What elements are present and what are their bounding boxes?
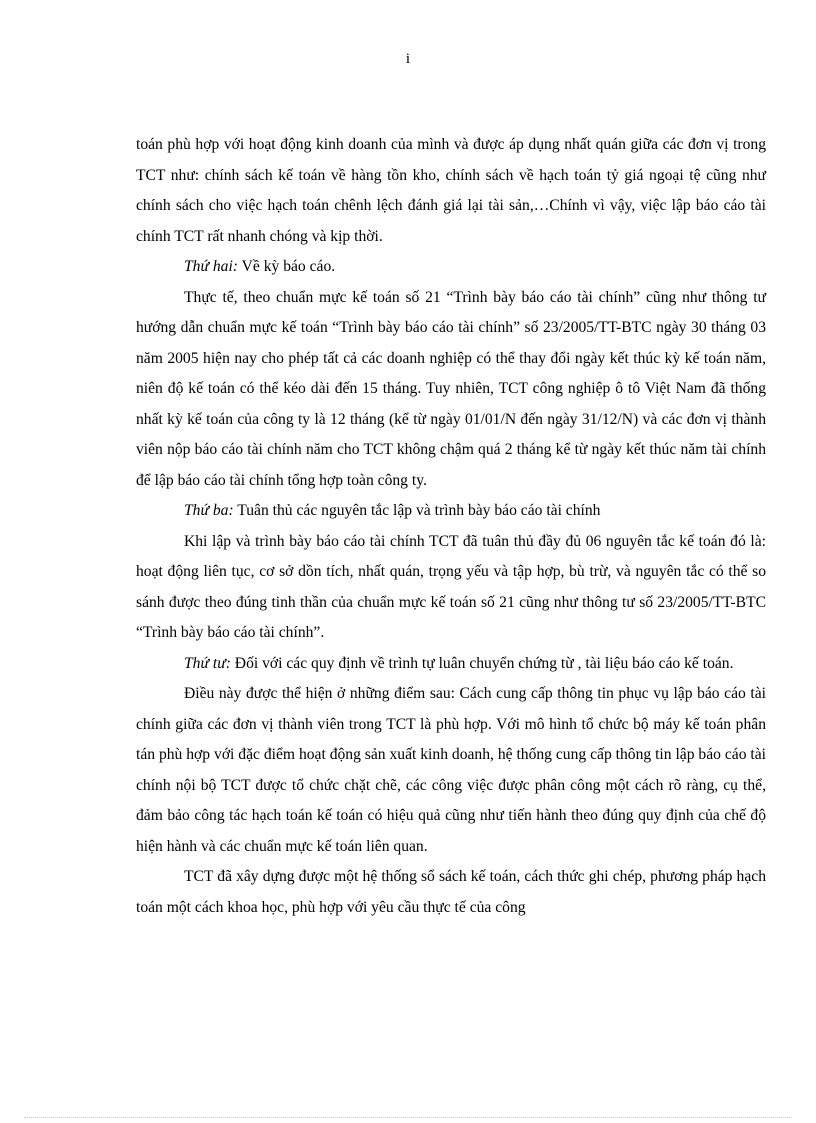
heading-thu-hai [136, 252, 766, 283]
heading-lead: Thứ hai: [184, 258, 238, 275]
page-bottom-divider [24, 1117, 792, 1118]
heading-lead: Thứ ba: [184, 502, 234, 519]
paragraph-information-flow: Điều này được thể hiện ở những điểm sau: Cách cung cấp thông tin phục vụ lập báo cáo tài chính giữa các đơn vị thành viên trong TCT là phù hợp. Với mô hình tổ chức bộ máy kế toán phân tán phù hợp với đặc điểm hoạt động sản xuất kinh doanh, hệ thống cung cấp thông tin lập báo cáo tài chính nội bộ TCT được tổ chức chặt chẽ, các công việc được phân công một cách rõ ràng, cụ thể, đảm bảo công tác hạch toán kế toán có hiệu quả cũng như tiến hành theo đúng quy định của chế độ hiện hành và các chuẩn mực kế toán liên quan. [136, 685, 766, 855]
heading-text: Đối với các quy định về trình tự luân chuyển chứng từ , tài liệu báo cáo kế toán. [230, 654, 734, 672]
document-body [136, 130, 766, 923]
paragraph-continuation: toán phù hợp với hoạt động kinh doanh của mình và được áp dụng nhất quán giữa các đơn vị trong TCT như: chính sách kế toán về hàng tồn kho, chính sách về hạch toán tỷ giá ngoại tệ cũng như chính sách cho việc hạch toán chênh lệch đánh giá lại tài sản,…Chính vì vậy, việc lập báo cáo tài chính TCT rất nhanh chóng và kịp thời. [136, 136, 766, 245]
paragraph-bookkeeping: TCT đã xây dựng được một hệ thống sổ sách kế toán, cách thức ghi chép, phương pháp hạch toán một cách khoa học, phù hợp với yêu cầu thực tế của công [136, 868, 766, 916]
heading-text: Tuân thủ các nguyên tắc lập và trình bày báo cáo tài chính [233, 502, 601, 519]
heading-lead: Thứ tư: [184, 654, 231, 672]
paragraph-reporting-period: Thực tế, theo chuẩn mực kế toán số 21 “Trình bày báo cáo tài chính” cũng như thông tư hướng dẫn chuẩn mực kế toán “Trình bày báo cáo tài chính” số 23/2005/TT-BTC ngày 30 tháng 03 năm 2005 hiện nay cho phép tất cả các doanh nghiệp có thể thay đổi ngày kết thúc kỳ kế toán năm, niên độ kế toán có thể kéo dài đến 15 tháng. Tuy nhiên, TCT công nghiệp ô tô Việt Nam đã thống nhất kỳ kế toán của công ty là 12 tháng (kể từ ngày 01/01/N đến ngày 31/12/N) và các đơn vị thành viên nộp báo cáo tài chính năm cho TCT không chậm quá 2 tháng kể từ ngày kết thúc năm tài chính để lập báo cáo tài chính tổng hợp toàn công ty. [136, 288, 766, 489]
heading-thu-ba [136, 496, 766, 527]
heading-thu-tu [136, 649, 766, 680]
paragraph-principles: Khi lập và trình bày báo cáo tài chính TCT đã tuân thủ đầy đủ 06 nguyên tắc kế toán đó là: hoạt động liên tục, cơ sở dồn tích, nhất quán, trọng yếu và tập hợp, bù trừ, và nguyên tắc có thể so sánh được theo đúng tinh thần của chuẩn mực kế toán số 21 cũng như thông tư số 23/2005/TT-BTC “Trình bày báo cáo tài chính”. [136, 532, 766, 641]
heading-text: Về kỳ báo cáo. [238, 258, 336, 275]
page-number: i [405, 51, 411, 67]
